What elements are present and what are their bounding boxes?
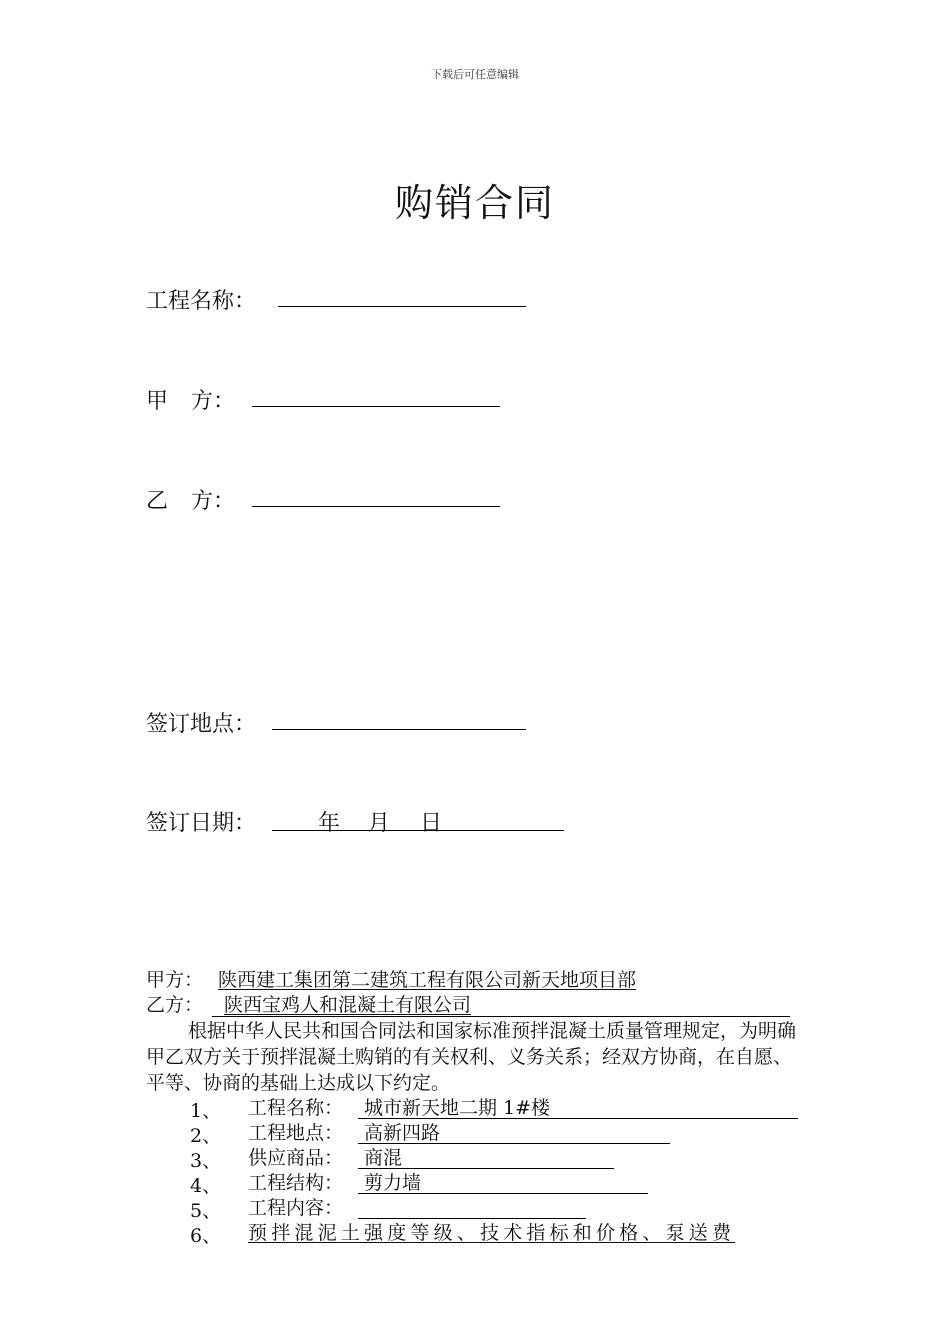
item-6-label: 预拌混泥土强度等级、技术指标和价格、泵送费 [248, 1222, 736, 1244]
party-b-label: 乙 方： [146, 489, 235, 514]
item-3-underline [358, 1168, 614, 1169]
party-b-underline [212, 1016, 790, 1017]
item-2-num: 2、 [190, 1125, 222, 1147]
date-month: 月 [368, 811, 391, 836]
item-5-underline [358, 1218, 586, 1219]
date-day: 日 [420, 811, 443, 836]
contract-party-a-value: 陕西建工集团第二建筑工程有限公司新天地项目部 [218, 969, 637, 991]
item-1-label: 工程名称： [248, 1097, 344, 1119]
sign-place-blank [272, 729, 526, 730]
sign-date-blank [272, 830, 564, 831]
item-1-value: 城市新天地二期 1#楼 [364, 1097, 551, 1119]
item-1-num: 1、 [190, 1100, 222, 1122]
item-5-label: 工程内容： [248, 1197, 344, 1219]
item-4-underline [358, 1193, 648, 1194]
project-name-label: 工程名称： [146, 289, 257, 314]
contract-intro: 根据中华人民共和国合同法和国家标准预拌混凝土质量管理规定，为明确甲乙双方关于预拌混凝土购销的有关权利、义务关系；经双方协商，在自愿、平等、协商的基础上达成以下约定。 [146, 1020, 797, 1094]
date-year: 年 [318, 811, 341, 836]
sign-date-label: 签订日期： [146, 811, 257, 836]
party-a-label: 甲 方： [146, 389, 235, 414]
item-3-value: 商混 [364, 1147, 403, 1169]
item-3-label: 供应商品： [248, 1147, 344, 1169]
item-4-value: 剪力墙 [364, 1172, 422, 1194]
header-note: 下载后可任意编辑 [431, 68, 519, 81]
item-2-underline [358, 1143, 670, 1144]
contract-party-b-value: 陕西宝鸡人和混凝土有限公司 [224, 994, 472, 1016]
item-1-underline [358, 1118, 798, 1119]
item-6-num: 6、 [190, 1225, 222, 1247]
item-3-num: 3、 [190, 1150, 222, 1172]
page-title: 购销合同 [394, 181, 555, 225]
sign-place-label: 签订地点： [146, 712, 257, 737]
contract-party-a-label: 甲方： [146, 969, 204, 991]
item-4-num: 4、 [190, 1175, 222, 1197]
item-4-label: 工程结构： [248, 1172, 344, 1194]
item-2-label: 工程地点： [248, 1122, 344, 1144]
contract-party-b-label: 乙方： [146, 994, 204, 1016]
item-2-value: 高新四路 [364, 1122, 441, 1144]
party-a-blank [252, 406, 500, 407]
party-b-blank [252, 506, 500, 507]
item-5-num: 5、 [190, 1200, 222, 1222]
project-name-blank [278, 306, 526, 307]
